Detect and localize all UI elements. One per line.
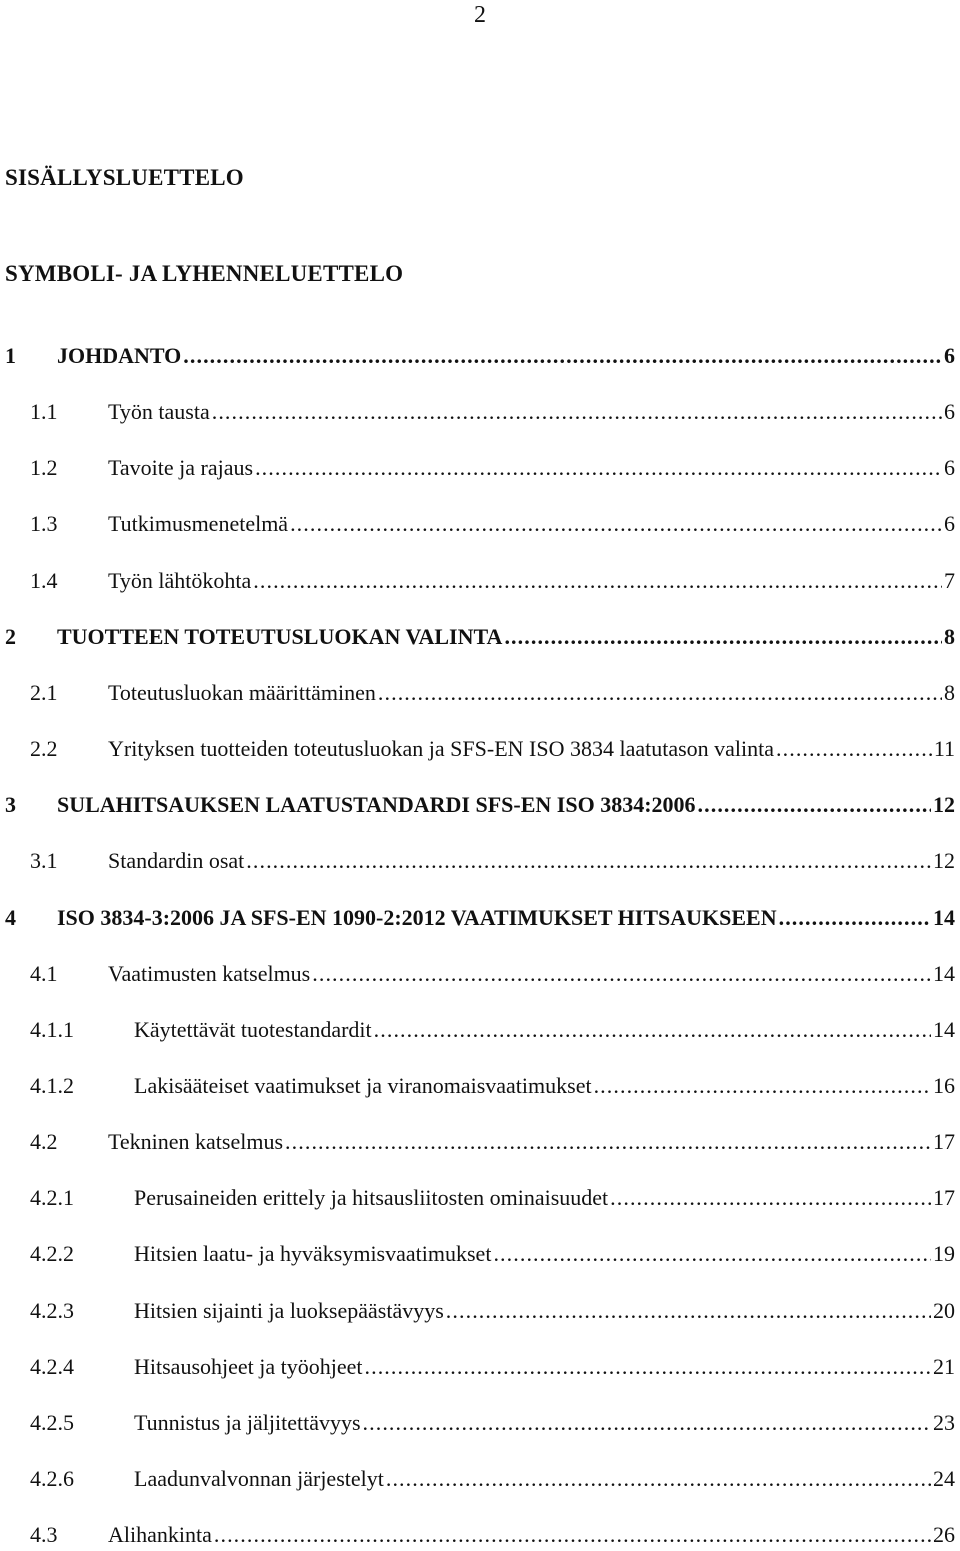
dot-leader: [504, 621, 942, 653]
dot-leader: [255, 452, 942, 484]
toc-entry-page: 14: [933, 905, 955, 930]
dot-leader: [183, 340, 942, 372]
toc-entry[interactable]: [0, 1014, 960, 1046]
toc-entry-page: 11: [933, 736, 955, 761]
toc-entry-title: Tekninen katselmus: [108, 1129, 284, 1154]
toc-entry-title: Laadunvalvonnan järjestelyt: [134, 1466, 384, 1491]
toc-entry-title: Työn lähtökohta: [108, 568, 252, 593]
dot-leader: [374, 1014, 931, 1046]
toc-entry-page: 26: [933, 1522, 955, 1547]
toc-entry-number: 4: [5, 905, 16, 930]
toc-entry[interactable]: [0, 1463, 960, 1495]
toc-entry[interactable]: [0, 1351, 960, 1383]
dot-leader: [698, 789, 931, 821]
toc-entry-number: 1: [5, 343, 16, 368]
toc-entry-number: 4.1.2: [30, 1073, 74, 1098]
toc-entry-title: JOHDANTO: [57, 343, 182, 368]
toc-entry-number: 2.1: [30, 680, 58, 705]
toc-entry-title: Toteutusluokan määrittäminen: [108, 680, 376, 705]
contents-heading: SISÄLLYSLUETTELO: [5, 165, 244, 190]
toc-entry[interactable]: [0, 677, 960, 709]
toc-entry-page: 6: [944, 511, 955, 536]
page-number: 2: [474, 2, 486, 28]
toc-entry[interactable]: [0, 508, 960, 540]
toc-entry-page: 14: [933, 1017, 955, 1042]
toc-entry-number: 2: [5, 624, 16, 649]
toc-entry-page: 6: [944, 455, 955, 480]
dot-leader: [386, 1463, 931, 1495]
toc-entry-number: 4.2.6: [30, 1466, 74, 1491]
toc-entry-number: 4.2.1: [30, 1185, 74, 1210]
dot-leader: [253, 565, 942, 597]
toc-entry-title: Perusaineiden erittely ja hitsausliitosten ominaisuudet: [134, 1185, 609, 1210]
toc-entry-page: 20: [933, 1298, 955, 1323]
toc-entry-number: 4.1: [30, 961, 58, 986]
toc-entry-number: 4.3: [30, 1522, 58, 1547]
toc-entry-number: 2.2: [30, 736, 58, 761]
toc-entry-title: Tavoite ja rajaus: [108, 455, 254, 480]
toc-entry[interactable]: [0, 1519, 960, 1551]
toc-entry-title: ISO 3834-3:2006 JA SFS-EN 1090-2:2012 VAATIMUKSET HITSAUKSEEN: [57, 905, 777, 930]
toc-entry-page: 6: [944, 343, 955, 368]
toc-entry-title: Lakisääteiset vaatimukset ja viranomaisvaatimukset: [134, 1073, 592, 1098]
toc-entry[interactable]: [0, 396, 960, 428]
toc-entry-page: 7: [944, 568, 955, 593]
toc-entry-page: 23: [933, 1410, 955, 1435]
toc-entry-title: SULAHITSAUKSEN LAATUSTANDARDI SFS-EN ISO 3834:2006: [57, 792, 696, 817]
toc-entry[interactable]: [0, 789, 960, 821]
toc-entry-number: 4.2.5: [30, 1410, 74, 1435]
toc-entry[interactable]: [0, 845, 960, 877]
toc-entry-title: Alihankinta: [108, 1522, 212, 1547]
toc-entry-page: 14: [933, 961, 955, 986]
toc-entry[interactable]: [0, 340, 960, 372]
toc-entry[interactable]: [0, 621, 960, 653]
toc-entry-title: Hitsien sijainti ja luoksepäästävyys: [134, 1298, 444, 1323]
dot-leader: [378, 677, 942, 709]
toc-entry[interactable]: [0, 1407, 960, 1439]
toc-entry-number: 1.4: [30, 568, 58, 593]
toc-entry-page: 19: [933, 1241, 955, 1266]
toc-entry-title: Vaatimusten katselmus: [108, 961, 311, 986]
toc-entry-number: 1.1: [30, 399, 58, 424]
toc-entry-number: 1.2: [30, 455, 58, 480]
toc-entry[interactable]: [0, 452, 960, 484]
toc-entry-number: 4.2.4: [30, 1354, 74, 1379]
toc-entry-title: Tutkimusmenetelmä: [108, 511, 289, 536]
dot-leader: [363, 1407, 931, 1439]
toc-entry-title: Standardin osat: [108, 848, 245, 873]
dot-leader: [610, 1182, 931, 1214]
dot-leader: [776, 733, 932, 765]
dot-leader: [312, 958, 931, 990]
toc-entry[interactable]: [0, 1070, 960, 1102]
toc-entry[interactable]: [0, 1238, 960, 1270]
toc-entry-number: 4.2.2: [30, 1241, 74, 1266]
toc-entry-number: 3.1: [30, 848, 58, 873]
toc-entry-number: 1.3: [30, 511, 58, 536]
dot-leader: [594, 1070, 931, 1102]
toc-entry[interactable]: [0, 1126, 960, 1158]
dot-leader: [285, 1126, 931, 1158]
toc-entry-page: 6: [944, 399, 955, 424]
dot-leader: [779, 902, 931, 934]
dot-leader: [493, 1238, 931, 1270]
dot-leader: [246, 845, 931, 877]
toc-entry-page: 12: [933, 848, 955, 873]
dot-leader: [214, 1519, 931, 1551]
toc-entry-page: 8: [944, 680, 955, 705]
toc-entry[interactable]: [0, 902, 960, 934]
dot-leader: [290, 508, 942, 540]
toc-entry-number: 4.2: [30, 1129, 58, 1154]
toc-entry-page: 24: [933, 1466, 955, 1491]
toc-entry[interactable]: [0, 733, 960, 765]
toc-entry-title: Hitsien laatu- ja hyväksymisvaatimukset: [134, 1241, 492, 1266]
toc-entry-page: 17: [933, 1129, 955, 1154]
toc-entry-page: 8: [944, 624, 955, 649]
toc-entry-page: 21: [933, 1354, 955, 1379]
toc-entry-number: 3: [5, 792, 16, 817]
toc-entry-number: 4.1.1: [30, 1017, 74, 1042]
toc-entry-number: 4.2.3: [30, 1298, 74, 1323]
toc-entry-title: TUOTTEEN TOTEUTUSLUOKAN VALINTA: [57, 624, 503, 649]
toc-entry-title: Työn tausta: [108, 399, 210, 424]
dot-leader: [365, 1351, 932, 1383]
dot-leader: [446, 1295, 931, 1327]
toc-entry-title: Käytettävät tuotestandardit: [134, 1017, 372, 1042]
toc-entry[interactable]: [0, 565, 960, 597]
toc-entry-page: 17: [933, 1185, 955, 1210]
toc-entry-page: 12: [933, 792, 955, 817]
toc-entry[interactable]: [0, 958, 960, 990]
toc-entry-title: Yrityksen tuotteiden toteutusluokan ja SFS-EN ISO 3834 laatutason valinta: [108, 736, 775, 761]
toc-entry[interactable]: [0, 1182, 960, 1214]
toc-entry-title: Tunnistus ja jäljitettävyys: [134, 1410, 361, 1435]
dot-leader: [212, 396, 942, 428]
toc-entry[interactable]: [0, 1295, 960, 1327]
symbols-heading: SYMBOLI- JA LYHENNELUETTELO: [5, 261, 404, 286]
toc-entry-page: 16: [933, 1073, 955, 1098]
toc-entry-title: Hitsausohjeet ja työohjeet: [134, 1354, 363, 1379]
